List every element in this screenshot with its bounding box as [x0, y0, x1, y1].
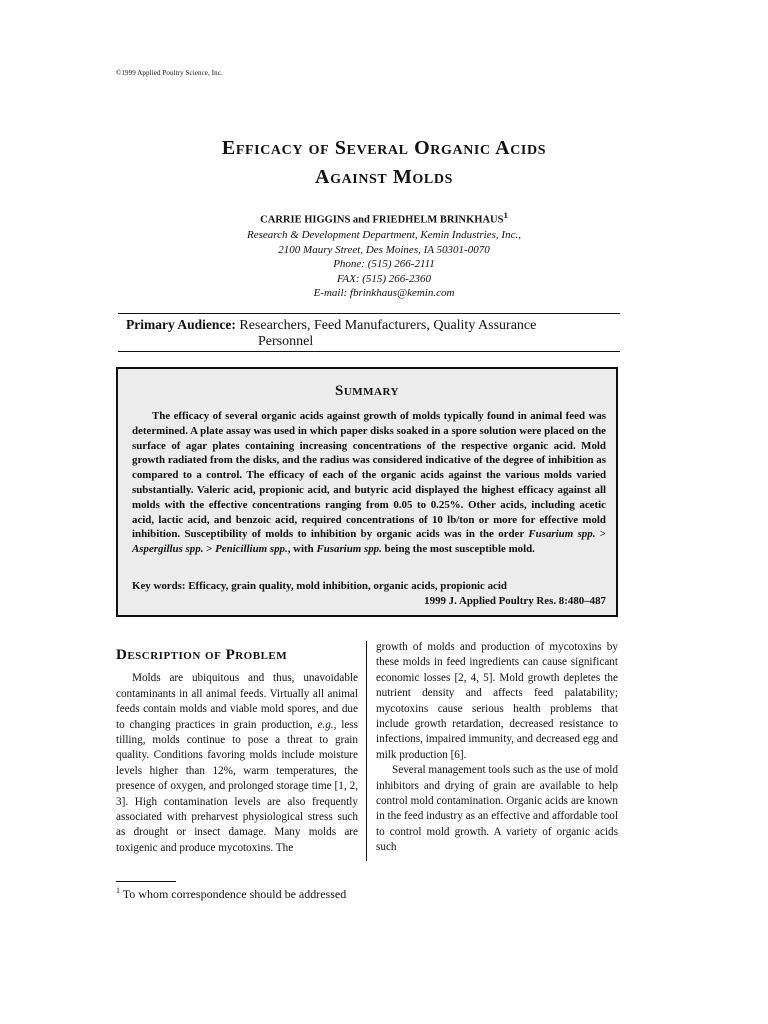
left-paragraph-eg: e.g., — [317, 718, 337, 731]
journal-citation: 1999 J. Applied Poultry Res. 8:480–487 — [424, 594, 606, 607]
copyright-notice: ©1999 Applied Poultry Science, Inc. — [116, 69, 223, 77]
title-line-1: Efficacy of Several Organic Acids — [221, 137, 547, 159]
summary-box — [116, 367, 618, 617]
author-block — [150, 208, 618, 301]
audience-line-2: Personnel — [258, 334, 314, 349]
taxon-fusarium-2: Fusarium spp. — [316, 543, 382, 556]
order-symbol-1: > — [595, 528, 607, 541]
audience-top-rule — [118, 313, 620, 314]
email: E-mail: fbrinkhaus@kemin.com — [313, 287, 455, 300]
section-heading: Description of Problem — [116, 647, 288, 663]
footnote-mark: 1 — [116, 886, 120, 895]
audience-line-1: Researchers, Feed Manufacturers, Quality Assurance — [239, 318, 537, 333]
summary-text — [132, 409, 606, 557]
keywords: Key words: Efficacy, grain quality, mold inhibition, organic acids, propionic acid — [132, 580, 507, 592]
affiliation: Research & Development Department, Kemin Industries, Inc., — [247, 229, 521, 242]
footnote-rule — [116, 881, 176, 882]
taxon-penicillium: Penicillium spp. — [215, 543, 288, 556]
summary-conclusion: being the most susceptible mold. — [381, 543, 535, 556]
audience-bottom-rule — [118, 351, 620, 352]
fax: FAX: (515) 266-2360 — [337, 272, 431, 285]
author-footnote-mark: 1 — [503, 210, 508, 220]
order-symbol-2: > — [203, 543, 216, 556]
right-paragraph-1: growth of molds and production of mycotoxins by these molds in feed ingredients can cause significant economic losses [2, 4, 5]. Mold growth depletes the nutrient density and affects feed palatability; mycotoxins cause serious health problems that include growth retardation, decreased resistance to infections, impaired immunity, and decreased egg and milk production [6]. — [376, 641, 618, 761]
paper-title — [100, 134, 668, 192]
left-paragraph-part-2: less tilling, molds continue to pose a threat to grain quality. Conditions favoring molds include moisture levels higher than 12%, warm temperatures, the presence of oxygen, and prolonged storage time [1, 2, 3]. High contamination levels are also frequently associated with preharvest physiological stress such as drought or insect damage. Many molds are toxigenic and produce mycotoxins. The — [116, 718, 359, 854]
address: 2100 Maury Street, Des Moines, IA 50301-0070 — [278, 243, 490, 256]
summary-body: The efficacy of several organic acids against growth of molds typically found in animal feed was determined. A plate assay was used in which paper disks soaked in a spore solution were placed on the surface of agar plates containing increasing concentrations of the respective organic acid. Mold growth radiated from the disks, and the radius was considered indicative of the degree of inhibition as compared to a control. The efficacy of each of the organic acids against the various molds varied substantially. Valeric acid, propionic acid, and butyric acid displayed the highest efficacy against all molds with the effective concentrations ranging from 0.05 to 0.25%. Other acids, including acetic acid, lactic acid, and benzoic acid, required concentrations of 10 lb/ton or more for effective mold inhibition. Susceptibility of molds to inhibition by organic acids was in the order — [132, 410, 606, 541]
author-names-line — [150, 208, 618, 228]
footnote-text: To whom correspondence should be addressed — [120, 887, 347, 901]
audience-label: Primary Audience: — [126, 317, 236, 332]
footnote — [116, 886, 346, 902]
author-names: CARRIE HIGGINS and FRIEDHELM BRINKHAUS — [260, 214, 504, 226]
keywords-block — [132, 579, 606, 609]
primary-audience — [126, 317, 620, 350]
taxon-fusarium: Fusarium spp. — [528, 528, 596, 541]
right-column — [376, 640, 618, 856]
left-paragraph-part-1: Molds are ubiquitous and thus, unavoidable contaminants in all animal feeds. Virtually all animal feeds contain molds and viable mold spores, and due to changing practices in grain production, — [116, 672, 358, 731]
summary-with: , with — [287, 543, 317, 556]
left-column — [116, 640, 358, 856]
column-divider — [366, 641, 367, 861]
taxon-aspergillus: Aspergillus spp. — [132, 543, 204, 556]
phone: Phone: (515) 266-2111 — [333, 258, 435, 271]
right-paragraph-2: Several management tools such as the use of mold inhibitors and drying of grain are available to help control mold contamination. Organic acids are known in the feed industry as an effective and affordable tool to control mold growth. A variety of organic acids such — [376, 764, 618, 854]
title-line-2: Against Molds — [315, 166, 453, 188]
left-paragraph — [116, 671, 358, 856]
summary-heading: Summary — [335, 383, 399, 399]
